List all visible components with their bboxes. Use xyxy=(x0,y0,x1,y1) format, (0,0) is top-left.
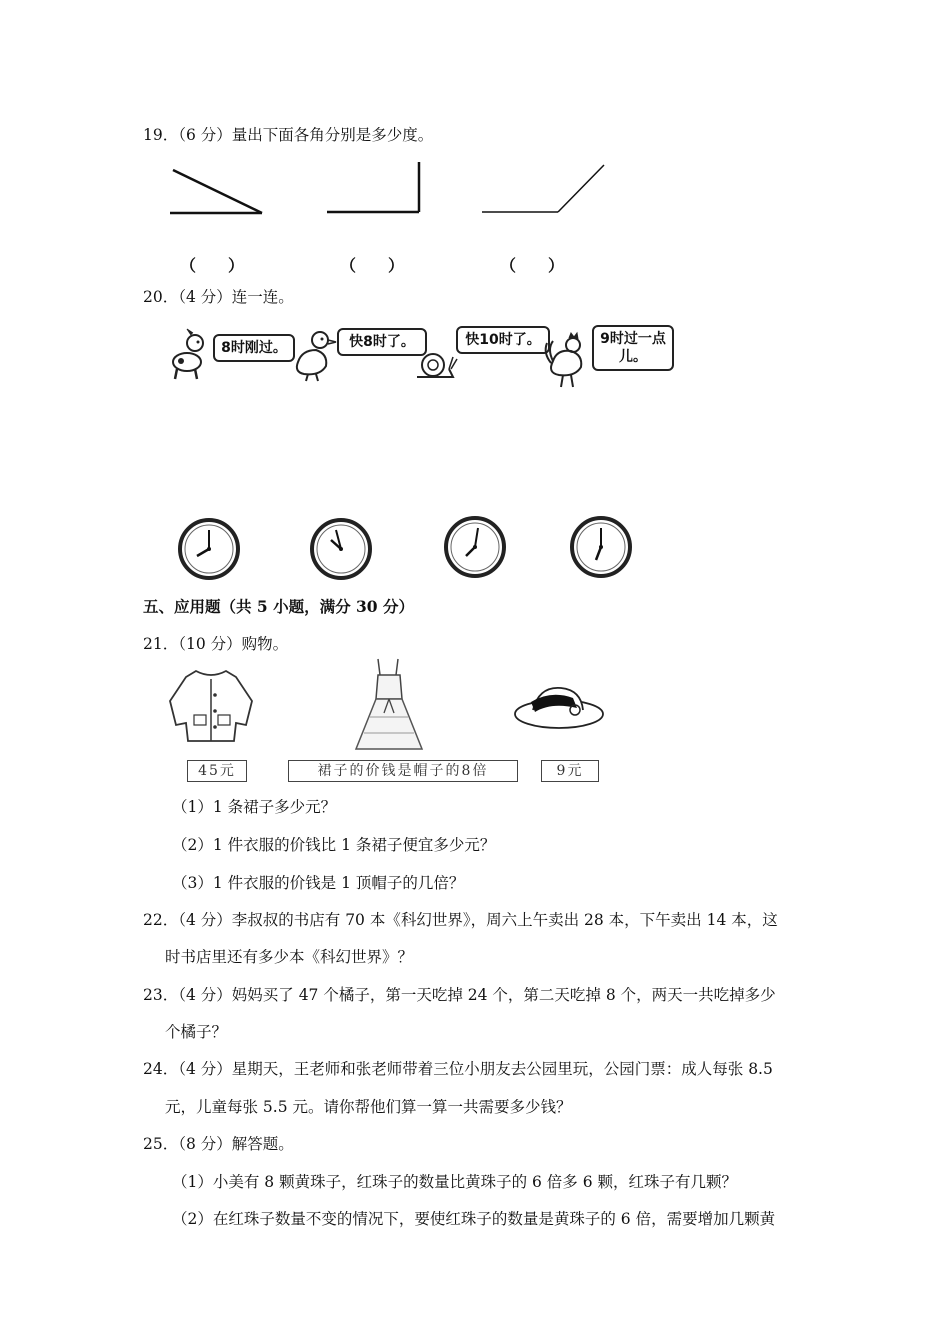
q21-sub-1: （1）1 条裙子多少元？ xyxy=(172,798,337,816)
coat-icon xyxy=(166,665,256,745)
dress-icon xyxy=(350,657,430,752)
q19-title: 19．（6 分）量出下面各角分别是多少度。 xyxy=(143,126,434,144)
q20-title: 20．（4 分）连一连。 xyxy=(143,288,294,306)
section-5-title: 五、应用题（共 5 小题，满分 30 分） xyxy=(143,597,414,616)
answer-blank-1[interactable]: （ ） xyxy=(180,256,245,275)
q24-line-1: 24．（4 分）星期天，王老师和张老师带着三位小朋友去公园里玩，公园门票：成人每张 8.5 xyxy=(143,1060,773,1078)
dog-icon xyxy=(165,327,215,382)
q25-sub-1: （1）小美有 8 颗黄珠子，红珠子的数量比黄珠子的 6 倍多 6 颗，红珠子有几颗？ xyxy=(172,1173,738,1191)
q21-sub-3: （3）1 件衣服的价钱是 1 顶帽子的几倍？ xyxy=(172,874,465,892)
bubble-snail: 快10时了。 xyxy=(456,326,550,354)
angle-3 xyxy=(480,162,610,222)
q21-title: 21．（10 分）购物。 xyxy=(143,635,289,653)
dress-price-note: 裙子的价钱是帽子的8倍 xyxy=(288,760,518,782)
answer-blank-3[interactable]: （ ） xyxy=(500,256,565,275)
snail-icon xyxy=(413,343,458,383)
q22-line-1: 22．（4 分）李叔叔的书店有 70 本《科幻世界》，周六上午卖出 28 本，下午卖出 14 本，这 xyxy=(143,911,778,929)
rooster-icon xyxy=(543,333,593,388)
q23-line-1: 23．（4 分）妈妈买了 47 个橘子，第一天吃掉 24 个，第二天吃掉 8 个，两天一共吃掉多少 xyxy=(143,986,776,1004)
bubble-duck: 快8时了。 xyxy=(337,328,427,356)
coat-price: 45元 xyxy=(187,760,247,782)
bubble-rooster: 9时过一点儿。 xyxy=(592,325,674,371)
duck-icon xyxy=(292,328,337,383)
clock-icon xyxy=(444,516,506,578)
q22-line-2: 时书店里还有多少本《科幻世界》？ xyxy=(165,948,414,966)
hat-icon xyxy=(511,680,606,735)
q23-line-2: 个橘子？ xyxy=(165,1023,228,1041)
q25-title: 25．（8 分）解答题。 xyxy=(143,1135,294,1153)
q24-line-2: 元，儿童每张 5.5 元。请你帮他们算一算一共需要多少钱？ xyxy=(165,1098,572,1116)
clock-icon xyxy=(178,518,240,580)
q25-sub-2: （2）在红珠子数量不变的情况下，要使红珠子的数量是黄珠子的 6 倍，需要增加几颗黄 xyxy=(172,1210,776,1228)
answer-blank-2[interactable]: （ ） xyxy=(340,256,405,275)
hat-price: 9元 xyxy=(541,760,599,782)
clock-icon xyxy=(570,516,632,578)
bubble-dog: 8时刚过。 xyxy=(213,334,295,362)
q21-sub-2: （2）1 件衣服的价钱比 1 条裙子便宜多少元？ xyxy=(172,836,496,854)
angle-2 xyxy=(324,160,424,220)
angle-1 xyxy=(168,165,268,225)
clock-icon xyxy=(310,518,372,580)
